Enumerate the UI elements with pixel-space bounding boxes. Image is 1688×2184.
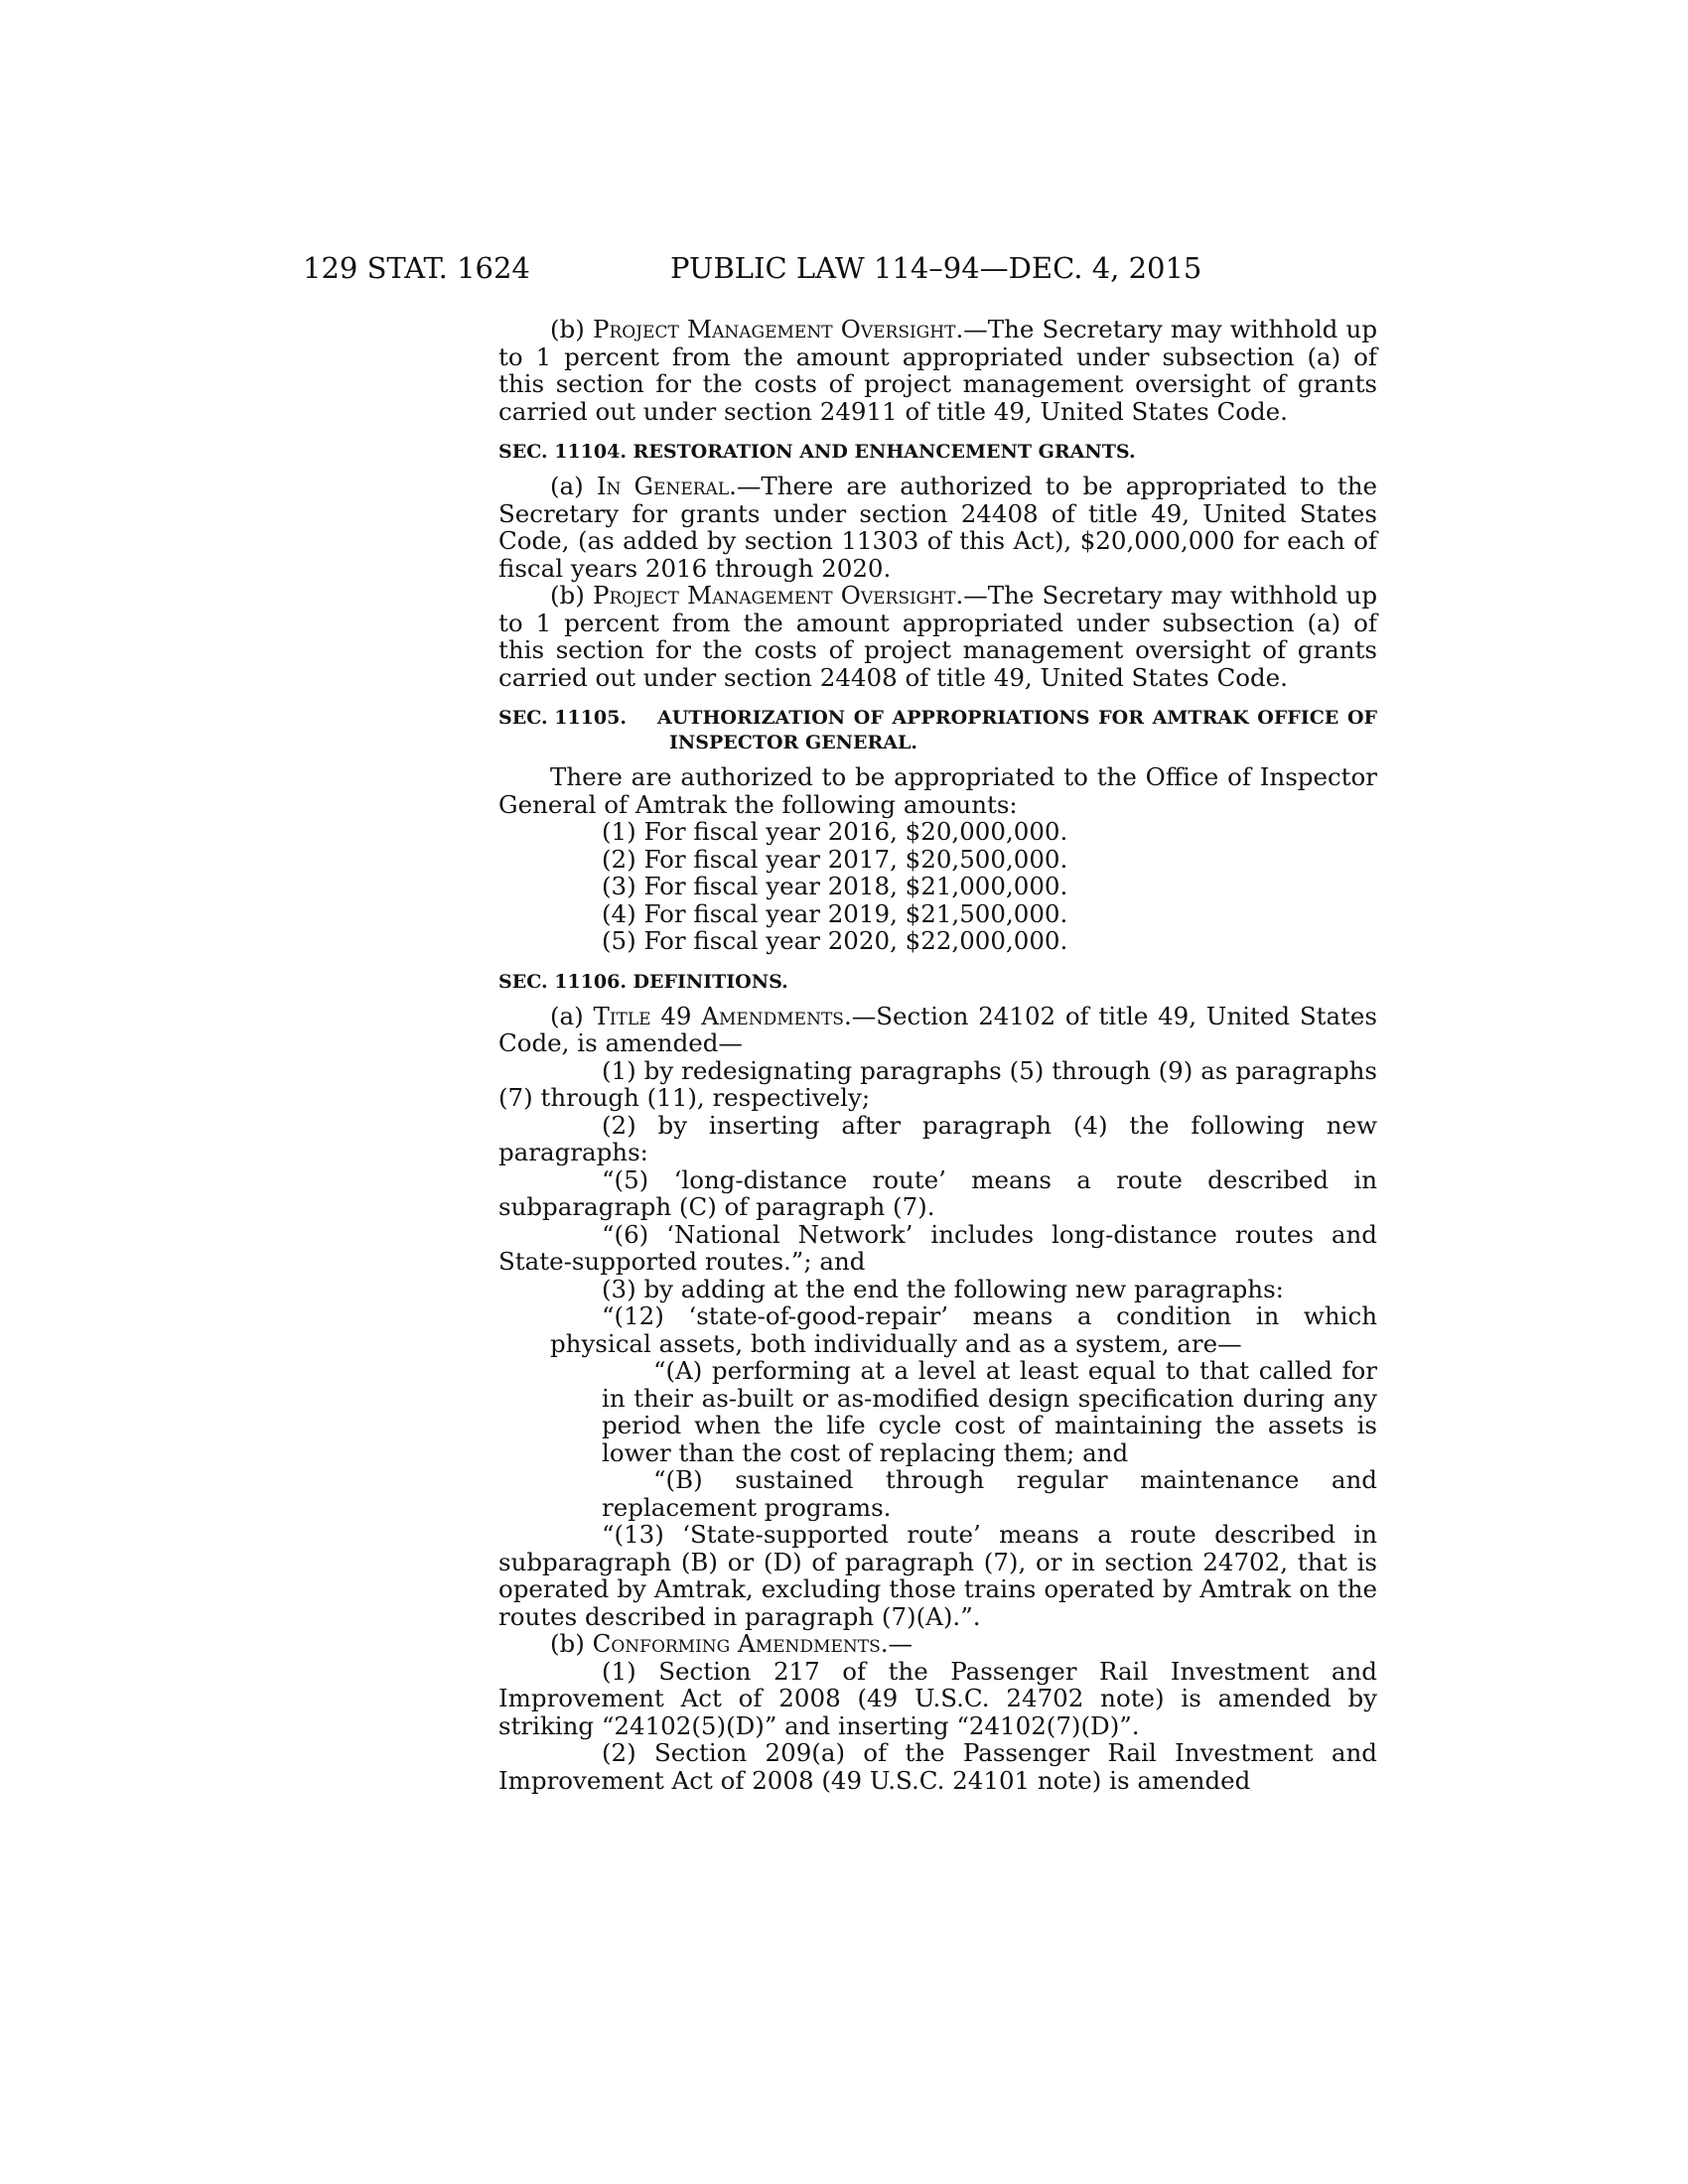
- list-item: (3) For fiscal year 2018, $21,000,000.: [602, 872, 1068, 900]
- paragraph-a2: (2) by inserting after paragraph (4) the following new paragraphs:: [498, 1110, 1377, 1166]
- document-body: [498, 316, 1377, 1794]
- section-heading-11106: SEC. 11106. DEFINITIONS.: [498, 970, 788, 993]
- subsection-heading: In General: [596, 472, 730, 500]
- page-header: [303, 248, 1375, 288]
- section-number: SEC. 11105.: [498, 707, 627, 729]
- list-item: (2) For fiscal year 2017, $20,500,000.: [602, 844, 1068, 874]
- list-item: (4) For fiscal year 2019, $21,500,000.: [602, 898, 1068, 928]
- list-item: (1) For fiscal year 2016, $20,000,000.: [602, 817, 1068, 846]
- section-heading-11105: [498, 706, 1377, 755]
- sec11106-subsection-a: (a) Title 49 Amendments.—Section 24102 of title 49, United States Code, is amended—: [498, 1001, 1377, 1057]
- paragraph-a3: (3) by adding at the end the following new paragraphs:: [602, 1274, 1284, 1303]
- paragraph-b2: (2) Section 209(a) of the Passenger Rail Investment and Improvement Act of 2008 (49 U.S.C. 24101 note) is amended: [498, 1738, 1377, 1795]
- sec11105-intro: There are authorized to be appropriated to the Office of Inspector General of Amtrak the following amounts:: [498, 762, 1377, 819]
- quoted-paragraph-5: “(5) ‘long-distance route’ means a route described in subparagraph (C) of paragraph (7).: [498, 1164, 1377, 1221]
- sec11106-subsection-b: (b) Conforming Amendments.—: [550, 1629, 914, 1658]
- subsection-heading: Title 49 Amendments: [593, 1001, 844, 1030]
- sec11104-subsection-b: (b) Project Management Oversight.—The Secretary may withhold up to 1 percent from the amount appropriated under subsection (a) of this section for the costs of project management oversight of grants carried out under section 24408 of title 49, United States Code.: [498, 581, 1377, 692]
- section-title: AUTHORIZATION OF APPROPRIATIONS FOR AMTRAK OFFICE OF INSPECTOR GENERAL.: [657, 707, 1377, 753]
- list-item: (5) For fiscal year 2020, $22,000,000.: [602, 926, 1068, 955]
- section-heading-11104: SEC. 11104. RESTORATION AND ENHANCEMENT GRANTS.: [498, 441, 1136, 463]
- quoted-paragraph-6: “(6) ‘National Network’ includes long-distance routes and State-supported routes.”; and: [498, 1219, 1377, 1276]
- running-title: PUBLIC LAW 114–94—DEC. 4, 2015: [670, 251, 1202, 285]
- paragraph-a1: (1) by redesignating paragraphs (5) through (9) as paragraphs (7) through (11), respectively;: [498, 1055, 1377, 1112]
- statute-page-number: 129 STAT. 1624: [303, 251, 530, 285]
- subsection-heading: Conforming Amendments: [592, 1629, 881, 1658]
- quoted-paragraph-12: “(12) ‘state-of-good-repair’ means a condition in which physical assets, both individually and as a system, are—: [550, 1301, 1377, 1358]
- quoted-subparagraph-12B: “(B) sustained through regular maintenance and replacement programs.: [602, 1465, 1377, 1522]
- quoted-paragraph-13: “(13) ‘State-supported route’ means a route described in subparagraph (B) or (D) of paragraph (7), or in section 24702, that is operated by Amtrak, excluding those trains operated by Amtrak on the routes described in paragraph (7)(A).”.: [498, 1520, 1377, 1631]
- subsection-heading: Project Management Oversight: [593, 315, 956, 343]
- subsection-heading: Project Management Oversight: [593, 581, 956, 610]
- sec11104-subsection-a: (a) In General.—There are authorized to be appropriated to the Secretary for grants under section 24408 of title 49, United States Code, (as added by section 11303 of this Act), $20,000,000 for each of fiscal years 2016 through 2020.: [498, 472, 1377, 583]
- prev-subsection-b: (b) Project Management Oversight.—The Secretary may withhold up to 1 percent from the amount appropriated under subsection (a) of this section for the costs of project management oversight of grants carried out under section 24911 of title 49, United States Code.: [498, 315, 1377, 426]
- paragraph-b1: (1) Section 217 of the Passenger Rail Investment and Improvement Act of 2008 (49 U.S.C. 24702 note) is amended by striking “24102(5)(D)” and inserting “24102(7)(D)”.: [498, 1656, 1377, 1740]
- quoted-subparagraph-12A: “(A) performing at a level at least equal to that called for in their as-built or as-modified design specification during any period when the life cycle cost of maintaining the assets is lower than the cost of replacing them; and: [602, 1356, 1377, 1467]
